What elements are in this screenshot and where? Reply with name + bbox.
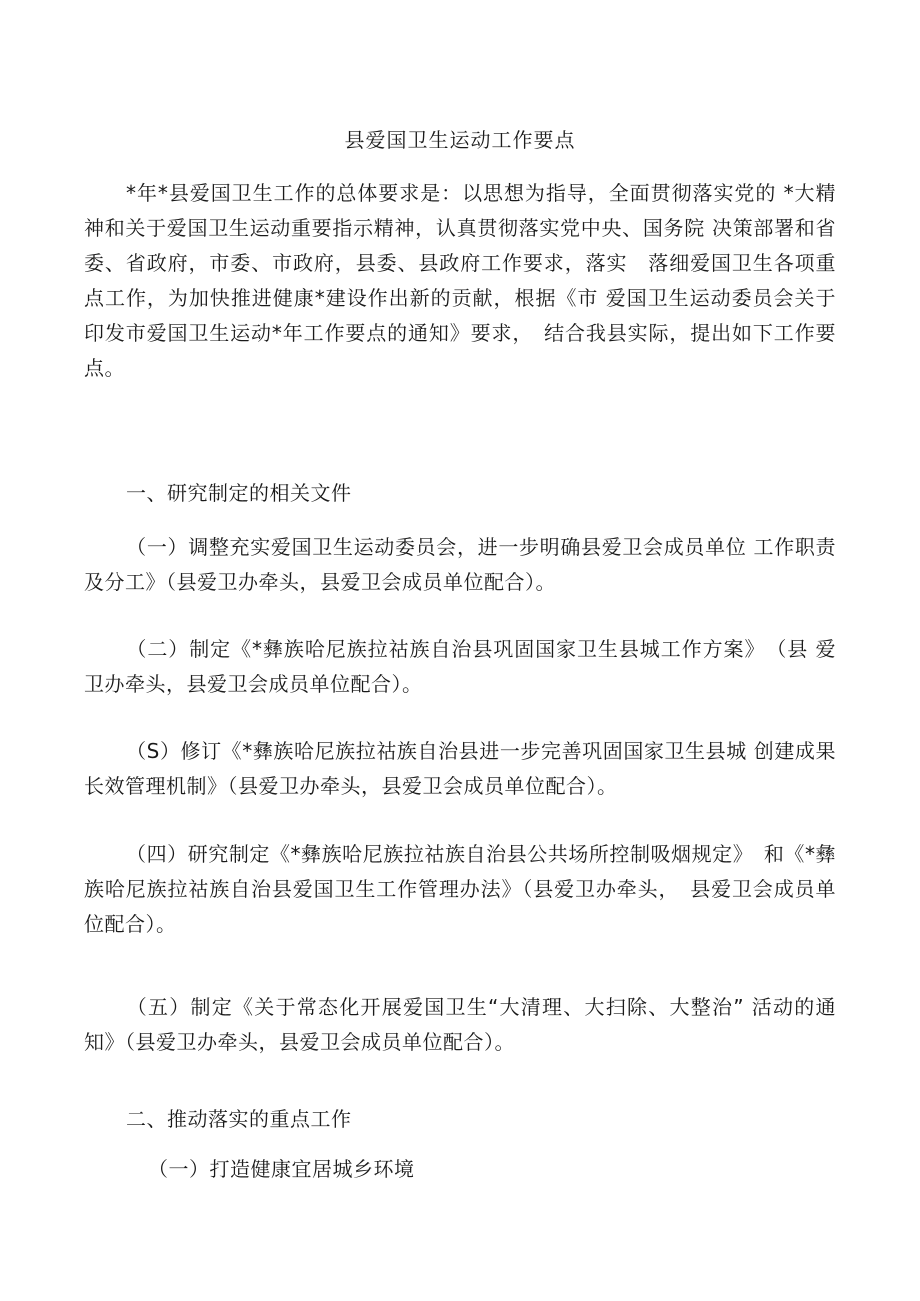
section1-heading: 一、研究制定的相关文件 xyxy=(126,481,352,505)
section1-item-1-text: （一）调整充实爱国卫生运动委员会，进一步明确县爱卫会成员单位 工作职责及分工》（县爱卫办牵头，县爱卫会成员单位配合）。 xyxy=(84,535,836,594)
section1-item-4 xyxy=(84,837,836,942)
section1-item-1 xyxy=(84,530,836,600)
section1-item-3 xyxy=(84,734,836,804)
section1-item-4-text: （四）研究制定《*彝族哈尼族拉祜族自治县公共场所控制吸烟规定》 和《*彝族哈尼族拉祜族自治县爱国卫生工作管理办法》（县爱卫办牵头， 县爱卫会成员单位配合）。 xyxy=(84,842,836,936)
section1-item-5-text: （五）制定《关于常态化开展爱国卫生“大清理、大扫除、大整治” 活动的通知》（县爱卫办牵头，县爱卫会成员单位配合）。 xyxy=(84,995,836,1054)
intro-text: *年*县爱国卫生工作的总体要求是：以思想为指导，全面贯彻落实党的 *大精神和关于爱国卫生运动重要指示精神，认真贯彻落实党中央、国务院 决策部署和省委、省政府，市委、市政府，县委、县政府工作要求，落实 落细爱国卫生各项重点工作，为加快推进健康*建设作出新的贡献，根据《市 爱国卫生运动委员会关于印发市爱国卫生运动*年工作要点的通知》要求， 结合我县实际，提出如下工作要点。 xyxy=(84,181,836,380)
section1-item-2-text: （二）制定《*彝族哈尼族拉祜族自治县巩固国家卫生县城工作方案》 （县 爱卫办牵头，县爱卫会成员单位配合）。 xyxy=(84,637,836,696)
document-title: 县爱国卫生运动工作要点 xyxy=(344,128,576,152)
section1-item-3-text: （S）修订《*彝族哈尼族拉祜族自治县进一步完善巩固国家卫生县城 创建成果长效管理机制》（县爱卫办牵头，县爱卫会成员单位配合）。 xyxy=(84,739,836,798)
section2-heading: 二、推动落实的重点工作 xyxy=(126,1107,352,1131)
section1-item-5 xyxy=(84,990,836,1060)
intro-paragraph xyxy=(84,176,836,386)
section1-item-2 xyxy=(84,632,836,702)
section2-item-1: （一）打造健康宜居城乡环境 xyxy=(148,1157,415,1181)
